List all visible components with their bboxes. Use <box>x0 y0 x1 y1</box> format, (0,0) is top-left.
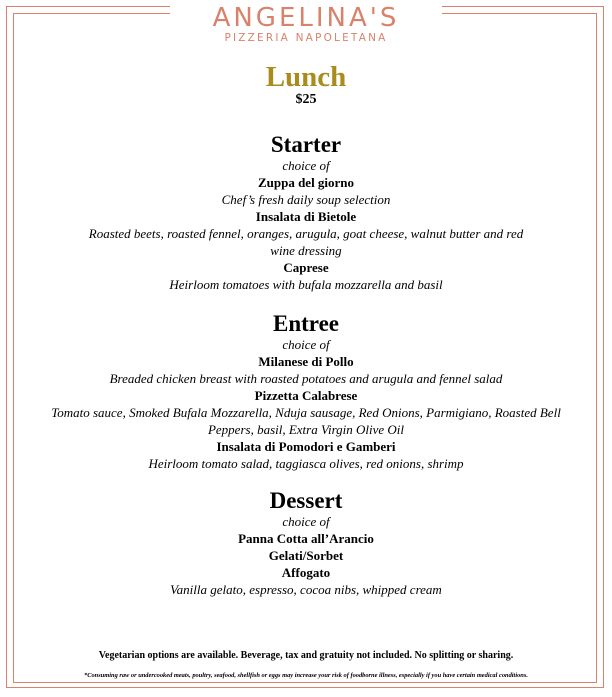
dish-description: Roasted beets, roasted fennel, oranges, arugula, goat cheese, walnut butter and red wine dressing <box>88 226 524 258</box>
section-title: Starter <box>270 132 342 157</box>
section-choice: choice of <box>282 337 330 352</box>
brand-logo-name: ANGELINA'S <box>212 3 400 33</box>
menu-title: Lunch <box>265 61 347 93</box>
section-title: Entree <box>272 311 339 336</box>
dish-name: Insalata di Pomodori e Gamberi <box>216 439 396 454</box>
dish-name: Caprese <box>283 260 329 275</box>
footer-disclaimer: *Consuming raw or undercooked meats, poultry, seafood, shellfish or eggs may increase your risk of foodborne illness, especially if you have certain medical conditions. <box>84 672 528 679</box>
dish-description: Breaded chicken breast with roasted potatoes and arugula and fennel salad <box>109 371 503 386</box>
dish-description: Heirloom tomatoes with bufala mozzarella and basil <box>169 277 443 292</box>
dish-name: Zuppa del giorno <box>257 175 355 190</box>
dish-name: Gelati/Sorbet <box>268 548 344 563</box>
menu-price: $25 <box>295 92 317 107</box>
dish-name: Affogato <box>281 565 331 580</box>
footer-notice: Vegetarian options are available. Beverage, tax and gratuity not included. No splitting or sharing. <box>98 650 514 661</box>
section-dessert <box>20 488 592 598</box>
dish-description: Vanilla gelato, espresso, cocoa nibs, whipped cream <box>170 582 442 597</box>
dish-name: Milanese di Pollo <box>258 354 354 369</box>
dish-description: Tomato sauce, Smoked Bufala Mozzarella, Nduja sausage, Red Onions, Parmigiano, Roasted Bell Peppers, basil, Extra Virgin Olive Oil <box>51 405 561 437</box>
dish-name: Insalata di Bietole <box>255 209 357 224</box>
section-choice: choice of <box>282 514 330 529</box>
section-title: Dessert <box>269 488 343 513</box>
section-choice: choice of <box>282 158 330 173</box>
brand-logo-subtitle: PIZZERIA NAPOLETANA <box>224 32 388 44</box>
dish-name: Pizzetta Calabrese <box>254 388 358 403</box>
dish-description: Heirloom tomato salad, taggiasca olives, red onions, shrimp <box>148 456 464 471</box>
section-starter <box>20 132 592 293</box>
section-entree <box>20 311 592 472</box>
dish-name: Panna Cotta all’Arancio <box>238 531 374 546</box>
dish-description: Chef’s fresh daily soup selection <box>221 192 391 207</box>
